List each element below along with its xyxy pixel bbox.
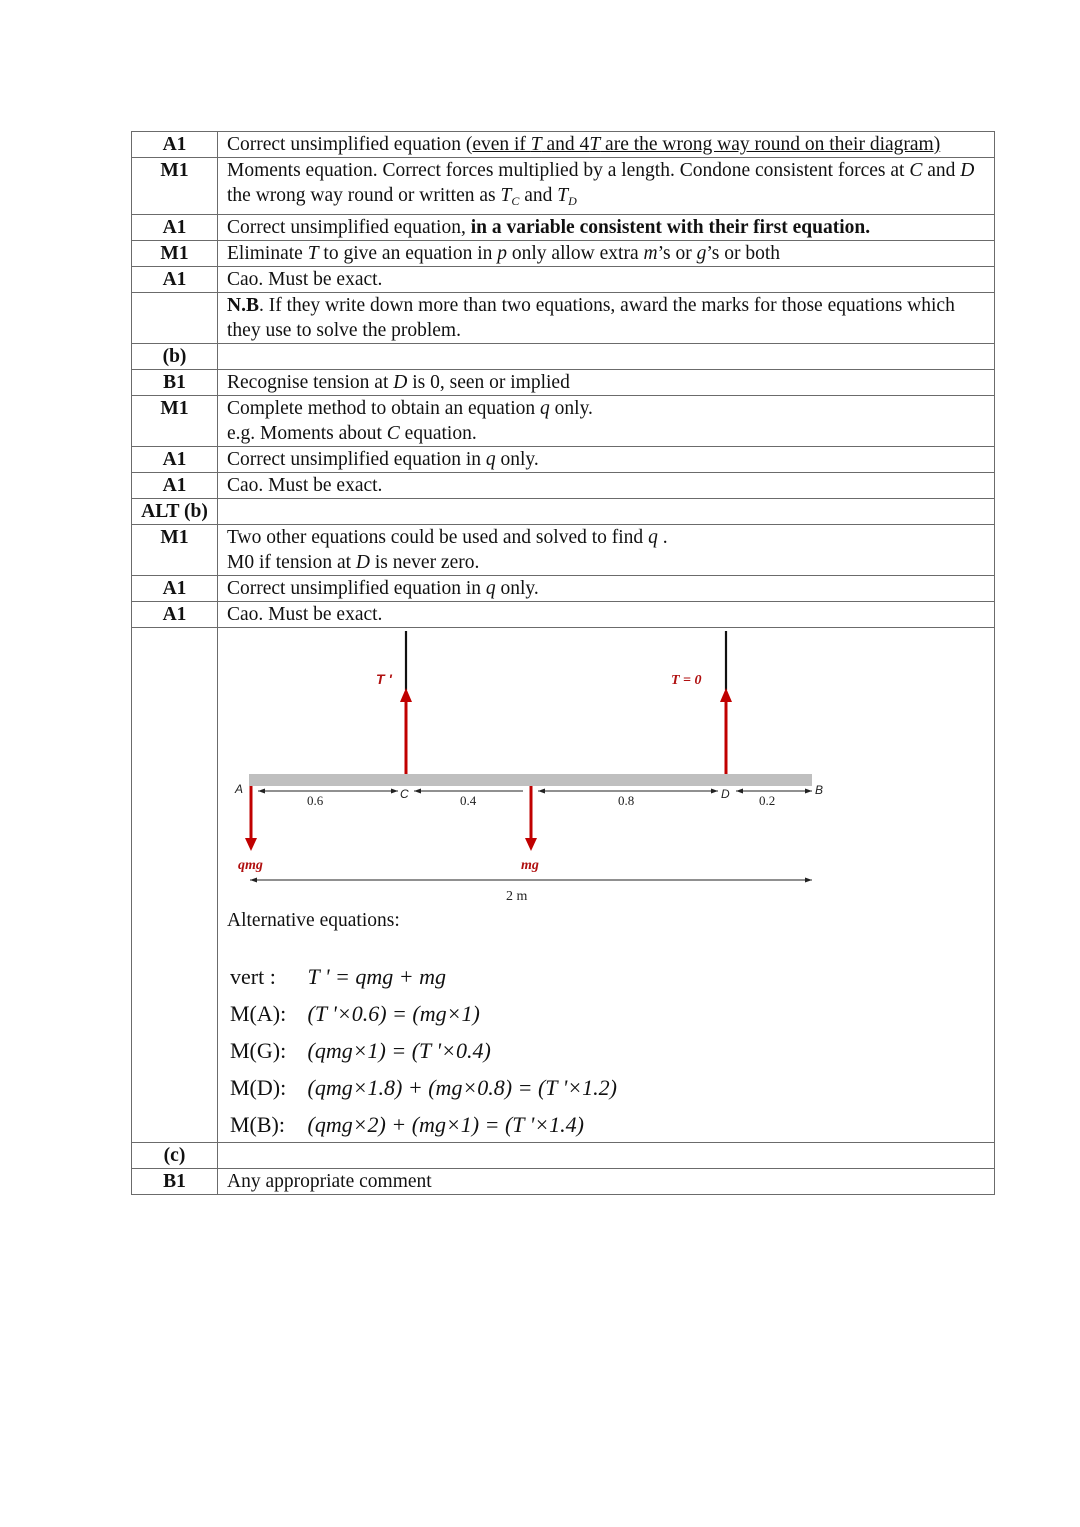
- label-d: D: [721, 787, 730, 801]
- label-b: B: [815, 783, 824, 797]
- label-qmg: qmg: [238, 858, 263, 873]
- equation-expression: (qmg×1.8) + (mg×0.8) = (T '×1.2): [307, 1075, 618, 1100]
- equation-label: vert :: [230, 964, 276, 989]
- tension-arrowhead-d-icon: [720, 688, 732, 702]
- mark-code: M1: [132, 241, 218, 267]
- label-c: C: [400, 787, 409, 801]
- mark-guidance: Eliminate T to give an equation in p only allow extra m’s or g’s or both: [218, 241, 995, 267]
- mark-guidance: Correct unsimplified equation in q only.: [218, 576, 995, 602]
- mark-guidance: Recognise tension at D is 0, seen or implied: [218, 370, 995, 396]
- mark-code: [132, 293, 218, 344]
- equation-label: M(A):: [230, 1001, 287, 1026]
- mark-scheme-row: [132, 132, 995, 158]
- part-c-heading: (c): [132, 1143, 218, 1169]
- equation-expression: (qmg×1) = (T '×0.4): [307, 1038, 491, 1063]
- mark-scheme-row: [132, 602, 995, 628]
- mark-guidance: Complete method to obtain an equation q only. e.g. Moments about C equation.: [218, 396, 995, 447]
- equation-line: [230, 1032, 617, 1069]
- alternative-equations-title: Alternative equations:: [227, 910, 400, 931]
- mark-guidance: Correct unsimplified equation in q only.: [218, 447, 995, 473]
- dist-cg: 0.4: [460, 793, 477, 808]
- beam: [249, 774, 812, 786]
- mark-guidance: Cao. Must be exact.: [218, 473, 995, 499]
- mark-code: M1: [132, 158, 218, 215]
- mark-scheme-row: [132, 499, 995, 525]
- equation-label: M(G):: [230, 1038, 287, 1063]
- mark-code: ALT (b): [132, 499, 218, 525]
- mark-scheme-row: [132, 370, 995, 396]
- mark-scheme-row: [132, 267, 995, 293]
- mark-scheme-table: [131, 131, 995, 1195]
- mark-guidance: Cao. Must be exact.: [218, 602, 995, 628]
- mark-guidance: Two other equations could be used and solved to find q . M0 if tension at D is never zero.: [218, 525, 995, 576]
- mark-code: A1: [132, 602, 218, 628]
- weight-arrowhead-a-icon: [245, 838, 257, 851]
- part-c-mark: B1: [132, 1169, 218, 1195]
- diagram-row: [132, 628, 995, 1143]
- mark-code: A1: [132, 447, 218, 473]
- part-c-heading-row: [132, 1143, 995, 1169]
- mark-code: A1: [132, 132, 218, 158]
- mark-code: B1: [132, 370, 218, 396]
- mark-scheme-row: [132, 396, 995, 447]
- mark-guidance: Cao. Must be exact.: [218, 267, 995, 293]
- equation-expression: T ' = qmg + mg: [307, 964, 447, 989]
- beam-diagram: [218, 628, 978, 928]
- mark-code: (b): [132, 344, 218, 370]
- equation-line: [230, 1069, 617, 1106]
- dist-ac: 0.6: [307, 793, 324, 808]
- part-c-text: Any appropriate comment: [218, 1169, 995, 1195]
- alternative-equations: [230, 958, 617, 1143]
- equation-line: [230, 958, 617, 995]
- mark-code: A1: [132, 473, 218, 499]
- mark-code: M1: [132, 396, 218, 447]
- dist-gd: 0.8: [618, 793, 635, 808]
- diagram-cell: [218, 628, 995, 1143]
- mark-code: A1: [132, 215, 218, 241]
- mark-code: A1: [132, 267, 218, 293]
- mark-scheme-row: [132, 447, 995, 473]
- mark-scheme-row: [132, 215, 995, 241]
- mark-code: M1: [132, 525, 218, 576]
- mark-cell: [132, 628, 218, 1143]
- weight-arrowhead-g-icon: [525, 838, 537, 851]
- equation-expression: (T '×0.6) = (mg×1): [307, 1001, 480, 1026]
- mark-scheme-row: [132, 158, 995, 215]
- empty-cell: [218, 1143, 995, 1169]
- total-length: 2 m: [506, 889, 528, 904]
- mark-guidance: Correct unsimplified equation (even if T and 4T are the wrong way round on their diagram): [218, 132, 995, 158]
- label-t-zero: T = 0: [671, 673, 702, 688]
- label-mg: mg: [521, 858, 539, 873]
- mark-scheme-row: [132, 344, 995, 370]
- mark-scheme-row: [132, 576, 995, 602]
- equation-line: [230, 1106, 617, 1143]
- equation-expression: (qmg×2) + (mg×1) = (T '×1.4): [307, 1112, 585, 1137]
- mark-guidance: N.B. If they write down more than two equations, award the marks for those equations which they use to solve the problem.: [218, 293, 995, 344]
- equation-label: M(B):: [230, 1112, 285, 1137]
- mark-scheme-row: [132, 241, 995, 267]
- mark-guidance: Correct unsimplified equation, in a variable consistent with their first equation.: [218, 215, 995, 241]
- mark-guidance: [218, 499, 995, 525]
- part-c-row: [132, 1169, 995, 1195]
- mark-scheme-rows: [132, 132, 995, 628]
- mark-code: A1: [132, 576, 218, 602]
- dist-db: 0.2: [759, 793, 776, 808]
- mark-scheme-row: [132, 473, 995, 499]
- tension-arrowhead-c-icon: [400, 688, 412, 702]
- mark-scheme-row: [132, 525, 995, 576]
- equation-line: [230, 995, 617, 1032]
- mark-guidance: [218, 344, 995, 370]
- label-t-prime: T ': [376, 671, 392, 687]
- equation-label: M(D):: [230, 1075, 287, 1100]
- label-a: A: [235, 782, 244, 796]
- mark-scheme-row: [132, 293, 995, 344]
- mark-guidance: Moments equation. Correct forces multiplied by a length. Condone consistent forces at C and D the wrong way round or written as $T_C$ and $T_D$: [218, 158, 995, 215]
